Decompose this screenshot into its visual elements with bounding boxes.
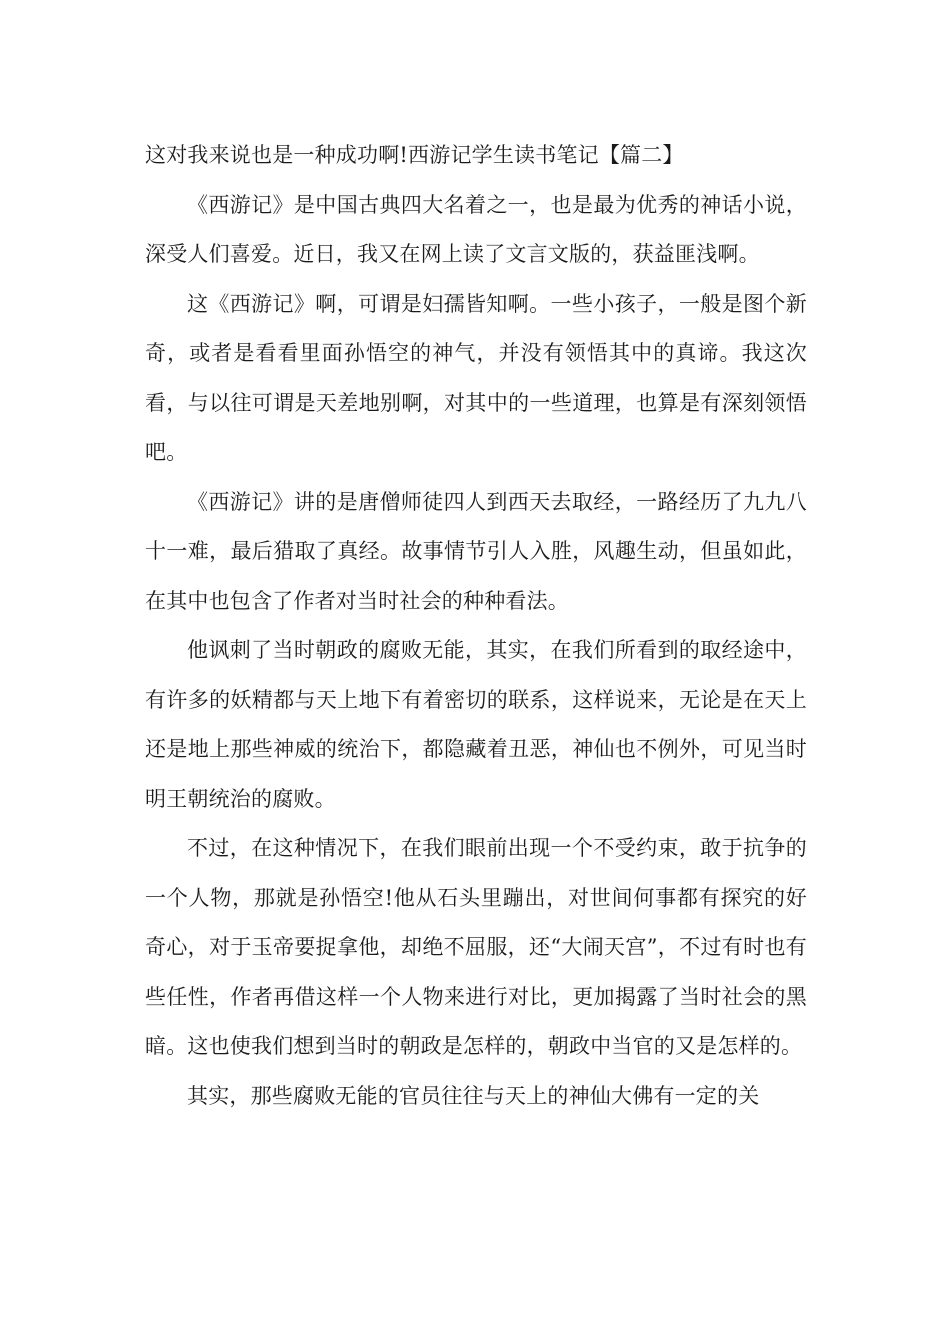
paragraph: 不过，在这种情况下，在我们眼前出现一个不受约束，敢于抗争的一个人物，那就是孙悟空!他从石头里蹦出，对世间何事都有探究的好奇心，对于玉帝要捉拿他，却绝不屈服，还“大闹天宫”，不过有时也有些任性，作者再借这样一个人物来进行对比，更加揭露了当时社会的黑暗。这也使我们想到当时的朝政是怎样的，朝政中当官的又是怎样的。	[145, 836, 807, 1058]
paragraph: 这《西游记》啊，可谓是妇孺皆知啊。一些小孩子，一般是图个新奇，或者是看看里面孙悟空的神气，并没有领悟其中的真谛。我这次看，与以往可谓是天差地别啊，对其中的一些道理，也算是有深刻领悟吧。	[145, 291, 807, 464]
paragraph: 《西游记》是中国古典四大名着之一，也是最为优秀的神话小说，深受人们喜爱。近日，我又在网上读了文言文版的，获益匪浅啊。	[145, 192, 807, 266]
paragraph: 《西游记》讲的是唐僧师徒四人到西天去取经，一路经历了九九八十一难，最后猎取了真经。故事情节引人入胜，风趣生动，但虽如此，在其中也包含了作者对当时社会的种种看法。	[145, 489, 807, 613]
document-body	[145, 131, 807, 1121]
paragraph: 其实，那些腐败无能的官员往往与天上的神仙大佛有一定的关	[187, 1083, 760, 1108]
paragraph-continuation: 这对我来说也是一种成功啊!西游记学生读书笔记【篇二】	[145, 143, 684, 167]
paragraph: 他讽刺了当时朝政的腐败无能，其实，在我们所看到的取经途中，有许多的妖精都与天上地下有着密切的联系，这样说来，无论是在天上还是地上那些神威的统治下，都隐藏着丑恶，神仙也不例外，可见当时明王朝统治的腐败。	[145, 638, 807, 811]
